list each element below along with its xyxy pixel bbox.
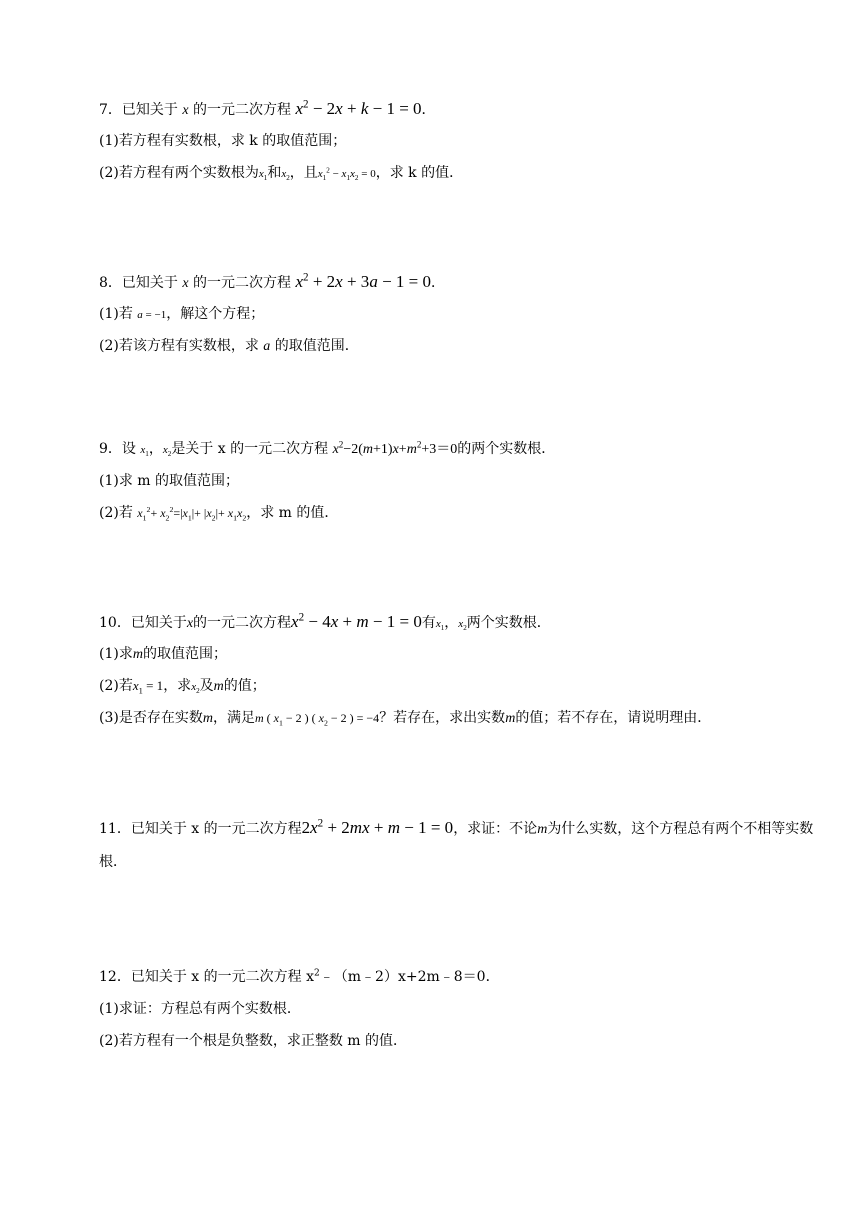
problem-stem: 9．设 $x_1$，$x_2$是关于 x 的一元二次方程 $x^2-2(m+1)x+m^2+3=0$的两个实数根． xyxy=(99,439,556,459)
sub-question: (2)若方程有两个实数根为$x_1$和$x_2$，且$x_1^2 - x_1x_2 = 0$，求 k 的值． xyxy=(99,165,464,183)
problem-stem: 7．已知关于 x 的一元二次方程 $x^2 - 2x + k - 1 = 0$． xyxy=(99,98,436,118)
sub-question: (1)若 a = −1，解这个方程； xyxy=(99,306,265,322)
condition-equation: $x_1^2 - x_1x_2 = 0$ xyxy=(317,166,376,183)
sub-question: (1)若方程有实数根，求 k 的取值范围； xyxy=(99,133,347,149)
problem-number: 7 xyxy=(99,102,108,118)
problem-stem: 10．已知关于x的一元二次方程$x^2 - 4x + m - 1 = 0$有$x_1$，$x_2$两个实数根． xyxy=(99,611,551,633)
problem-11 xyxy=(99,811,819,879)
sub-question: (1)求 m 的取值范围； xyxy=(99,473,240,489)
condition-equation: m ( $x_1 - 2$ ) ( $x_2 - 2$ ) = −4 xyxy=(254,711,380,728)
sub-question: (1)求m的取值范围； xyxy=(99,646,227,662)
equation: $x^2 + 2x + 3a - 1 = 0$ xyxy=(295,271,431,291)
problem-stem: 8．已知关于 x 的一元二次方程 $x^2 + 2x + 3a - 1 = 0$． xyxy=(99,271,445,291)
problem-8 xyxy=(99,272,819,368)
sub-question: (2)若 $x_1^2+ x_2^2=|x_1|+ |x_2|+ x_1x_2$，求 m 的值． xyxy=(99,505,339,523)
problem-10 xyxy=(99,612,819,740)
sub-question: (3)是否存在实数m，满足m ( $x_1 - 2$ ) ( $x_2 - 2$ ) = −4？若存在，求出实数m的值；若不存在，请说明理由． xyxy=(99,710,712,728)
condition-equation: $x_1^2+ x_2^2=|x_1|+ |x_2|+ x_1x_2$ xyxy=(137,505,247,523)
equation: $x^2 - 2x + k - 1 = 0$ xyxy=(295,98,422,118)
problem-stem: 11．已知关于 x 的一元二次方程$2x^2 + 2mx + m - 1 = 0$，求证：不论m为什么实数，这个方程总有两个不相等实数根． xyxy=(99,817,814,870)
problem-12 xyxy=(99,967,819,1063)
problem-7 xyxy=(99,99,819,195)
equation: $x^2 - 4x + m - 1 = 0$ xyxy=(291,611,422,631)
sub-question: (2)若$x_1 = 1$，求$x_2$及m的值； xyxy=(99,678,266,696)
equation: $2x^2 + 2mx + m - 1 = 0$ xyxy=(301,817,454,837)
sub-question: (2)若该方程有实数根，求 a 的取值范围． xyxy=(99,338,359,354)
sub-question: (1)求证：方程总有两个实数根． xyxy=(99,1001,301,1017)
problem-stem: 12．已知关于 x 的一元二次方程 $x^2﹣(m﹣2)x+2m﹣8=0$． xyxy=(99,968,500,985)
sub-question: (2)若方程有一个根是负整数，求正整数 m 的值． xyxy=(99,1033,408,1049)
problem-9 xyxy=(99,439,819,535)
equation: $x^2-2(m+1)x+m^2+3=0$ xyxy=(332,439,458,457)
